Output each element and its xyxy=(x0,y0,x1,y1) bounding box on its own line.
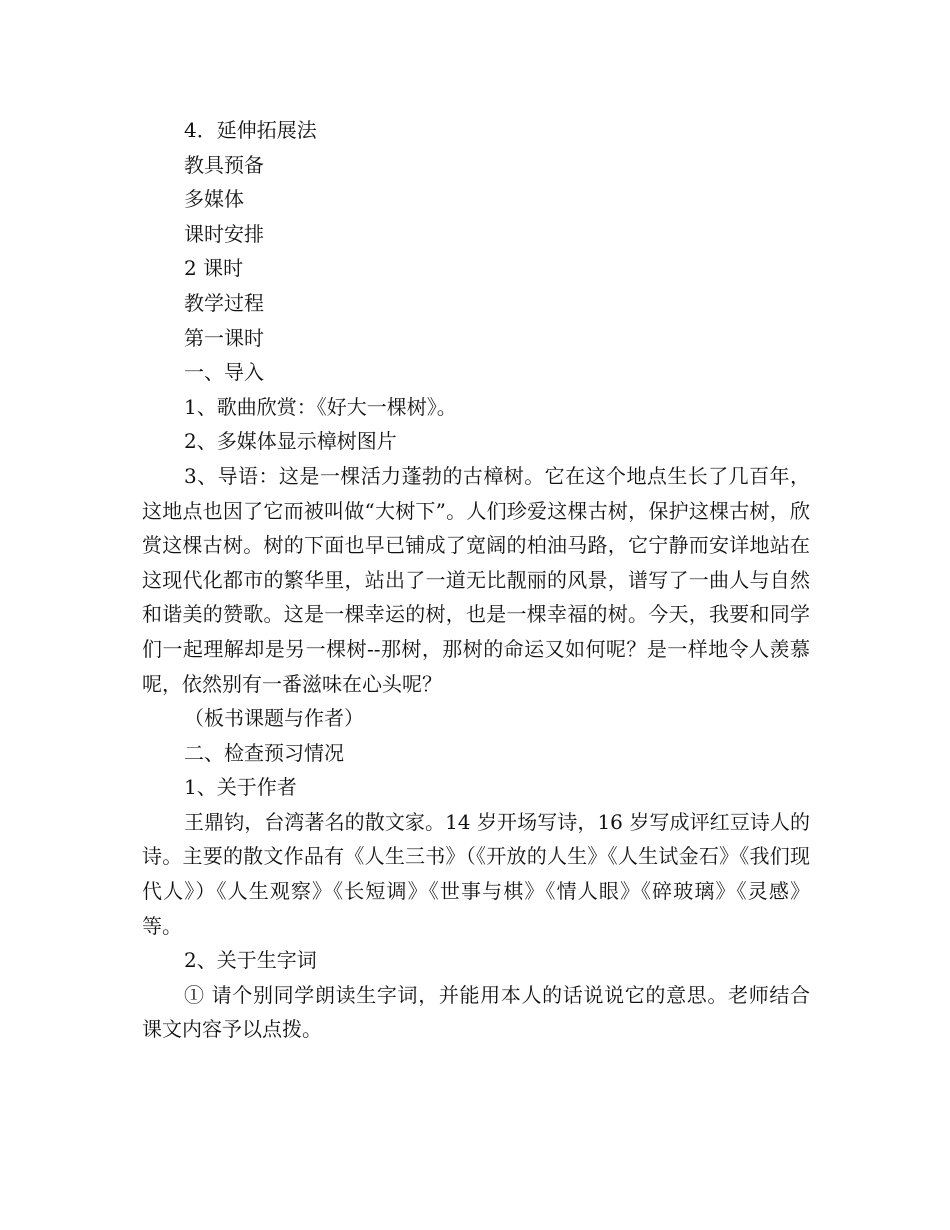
vocabulary-paragraph: ① 请个别同学朗读生字词，并能用本人的话说说它的意思。老师结合课文内容予以点拨。 xyxy=(142,982,810,1042)
intro-paragraph: 3、导语：这是一棵活力蓬勃的古樟树。它在这个地点生长了几百年，这地点也因了它而被叫做“大树下”。人们珍爱这棵古树，保护这棵古树，欣赏这棵古树。树的下面也早已铺成了宽阔的柏油马路，它宁静而安详地站在这现代化都市的繁华里，站出了一道无比靓丽的风景，谱写了一曲人与自然和谐美的赞歌。这是一棵幸运的树，也是一棵幸福的树。今天，我要和同学们一起理解却是另一棵树--那树，那树的命运又如何呢？是一样地令人羡慕呢，依然别有一番滋味在心头呢？ xyxy=(142,463,810,696)
subheading-about-author: 1、关于作者 xyxy=(184,775,297,800)
intro-item-multimedia: 2、多媒体显示樟树图片 xyxy=(184,429,397,454)
subheading-vocabulary: 2、关于生字词 xyxy=(184,948,317,973)
heading-first-lesson: 第一课时 xyxy=(184,325,264,350)
teaching-aids-value: 多媒体 xyxy=(184,187,244,212)
author-paragraph: 王鼎钧，台湾著名的散文家。14 岁开场写诗，16 岁写成评红豆诗人的诗。主要的散文作品有《人生三书》（《开放的人生》《人生试金石》《我们现代人》）《人生观察》《长短调》《世事与棋》《情人眼》《碎玻璃》《灵感》等。 xyxy=(142,809,810,938)
heading-teaching-aids: 教具预备 xyxy=(184,152,264,177)
method-item-4: 4．延伸拓展法 xyxy=(184,118,317,142)
section-preview-check: 二、检查预习情况 xyxy=(184,740,344,765)
intro-item-song: 1、歌曲欣赏：《好大一棵树》。 xyxy=(184,394,457,419)
blackboard-note: （板书课题与作者） xyxy=(184,706,364,731)
schedule-value: 2 课时 xyxy=(184,256,244,281)
document-body xyxy=(142,113,810,1047)
section-introduction: 一、导入 xyxy=(184,360,264,385)
heading-teaching-process: 教学过程 xyxy=(184,290,264,315)
heading-schedule: 课时安排 xyxy=(184,221,264,246)
